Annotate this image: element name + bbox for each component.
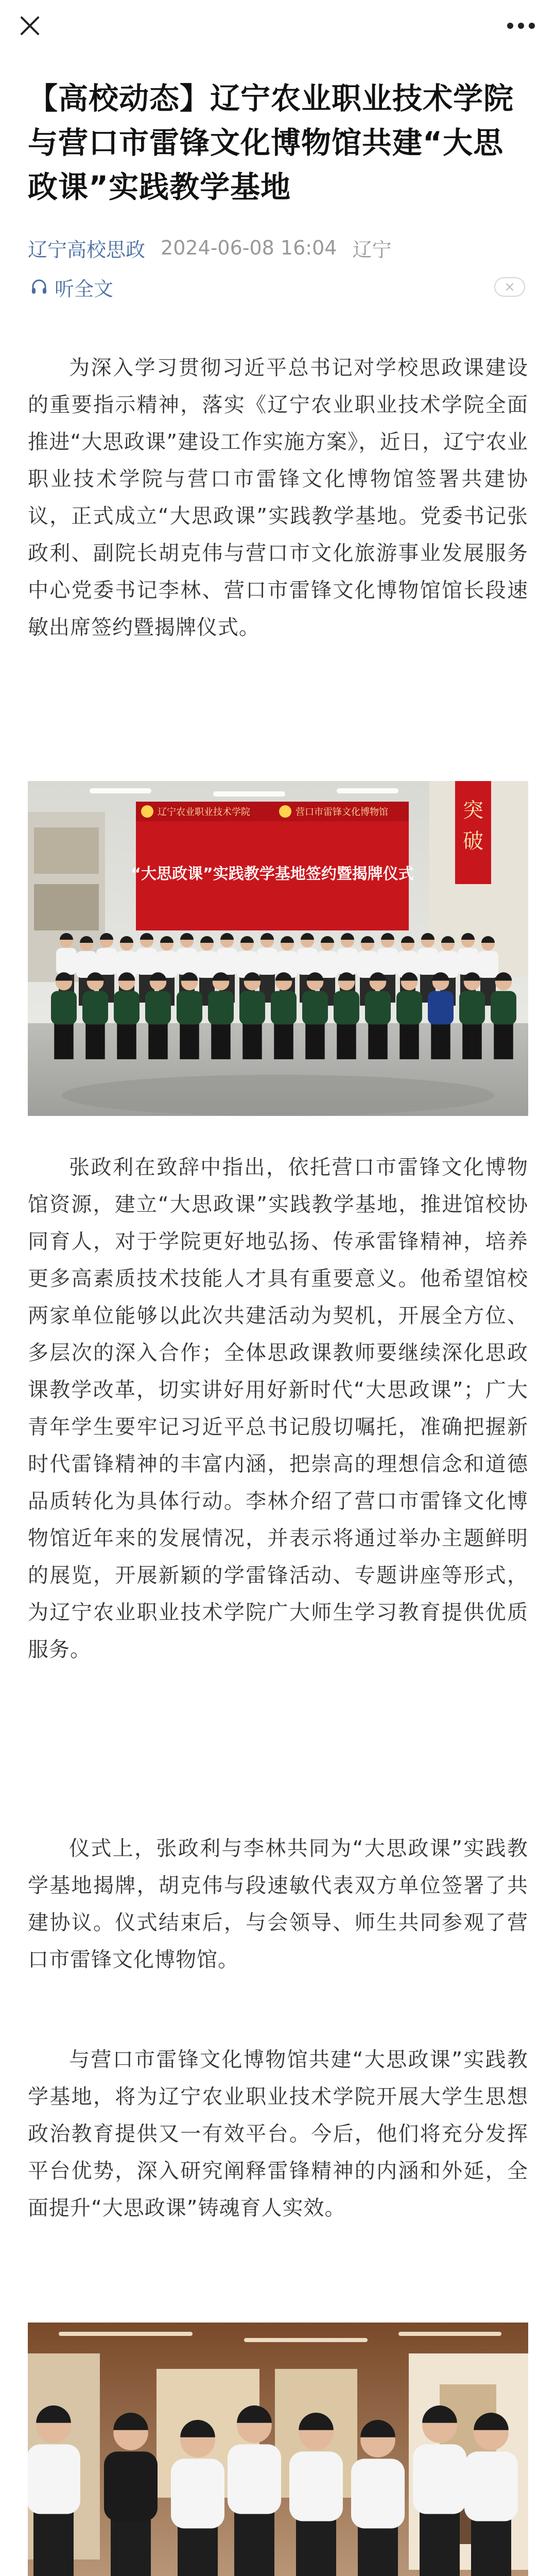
close-button[interactable] [13,9,46,42]
article-paragraph: 为深入学习贯彻习近平总书记对学校思政课建设的重要指示精神，落实《辽宁农业职业技术学院全面推进“大思政课”建设工作实施方案》，近日，辽宁农业职业技术学院与营口市雷锋文化博物馆签署共建协议，正式成立“大思政课”实践教学基地。党委书记张政利、副院长胡克伟与营口市文化旅游事业发展服务中心党委书记李林、营口市雷锋文化博物馆馆长段速敏出席签约暨揭牌仪式。 [28,356,528,639]
more-button[interactable] [500,9,542,42]
museum-visit-photo [28,2323,528,2576]
more-icon [507,22,535,29]
article-meta [28,235,391,261]
article-title: 【高校动态】辽宁农业职业技术学院与营口市雷锋文化博物馆共建“大思政课”实践教学基地 [28,81,514,205]
wall-text-char-2: 破 [463,829,483,853]
article-paragraph: 张政利在致辞中指出，依托营口市雷锋文化博物馆资源，建立“大思政课”实践教学基地，推进馆校协同育人，对于学院更好地弘扬、传承雷锋精神，培养更多高素质技术技能人才具有重要意义。他希望馆校两家单位能够以此次共建活动为契机，开展全方位、多层次的深入合作；全体思政课教师要继续深化思政课教学改革，切实讲好用好新时代“大思政课”；广大青年学生要牢记习近平总书记殷切嘱托，准确把握新时代雷锋精神的丰富内涵，把崇高的理想信念和道德品质转化为具体行动。李林介绍了营口市雷锋文化博物馆近年来的发展情况，并表示将通过举办主题鲜明的展览，开展新颖的学雷锋活动、专题讲座等形式，为辽宁农业职业技术学院广大师生学习教育提供优质服务。 [28,1156,528,1662]
article-photo-museum-visit [28,2323,528,2576]
publish-location: 辽宁 [352,238,392,261]
listen-label: 听全文 [55,277,114,300]
listen-close-button[interactable] [494,277,525,297]
banner-logo-left: 辽宁农业职业技术学院 [158,807,250,818]
close-small-icon [505,282,514,292]
wall-text-char-1: 突 [463,799,483,822]
top-bar [0,0,556,52]
ceremony-photo [28,781,528,1116]
close-icon [20,15,40,36]
article-paragraph: 与营口市雷锋文化博物馆共建“大思政课”实践教学基地，将为辽宁农业职业技术学院开展大学生思想政治教育提供又一有效平台。今后，他们将充分发挥平台优势，深入研究阐释雷锋精神的内涵和外延，全面提升“大思政课”铸魂育人实效。 [28,2048,528,2220]
article-paragraph: 仪式上，张政利与李林共同为“大思政课”实践教学基地揭牌，胡克伟与段速敏代表双方单位签署了共建协议。仪式结束后，与会领导、师生共同参观了营口市雷锋文化博物馆。 [28,1837,528,1972]
account-name-link[interactable]: 辽宁高校思政 [28,238,146,261]
article-photo-ceremony [28,781,528,1116]
banner-title: “大思政课”实践教学基地签约暨揭牌仪式 [131,865,414,883]
headphone-icon [30,278,48,296]
banner-logo-right: 营口市雷锋文化博物馆 [296,807,388,818]
publish-datetime: 2024-06-08 16:04 [161,236,337,259]
listen-full-text-button[interactable] [30,274,113,300]
